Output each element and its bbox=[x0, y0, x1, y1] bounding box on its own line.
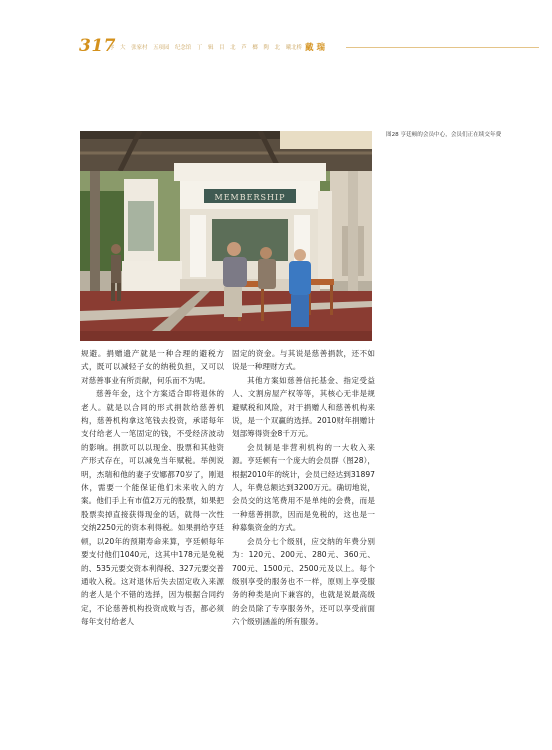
photo-caption: 图28 亨廷顿的会员中心，会员们正在续交年费 bbox=[386, 132, 502, 138]
paragraph: 固定的资金。与其说是慈善捐款，还不如说是一种理财方式。 bbox=[232, 349, 375, 372]
paragraph: 其他方案如慈善信托基金、指定受益人、文割房屋产权等等，其核心无非是规避赋税和风险，对于捐赠人和慈善机构来说，是一个双赢的选择。2010财年捐赠计划部筹得资金8千万元。 bbox=[232, 375, 375, 439]
header-nav-text: 序 大 张家村 五项园 纪念馆 丁 辑 目 北 芦 榔 陶 北 曦北桥 bbox=[109, 45, 302, 51]
paragraph: 慈善年金，这个方案适合即将退休的老人。就是以合同的形式捐款给慈善机构，慈善机构拿这笔钱去投资，承诺每年支付给老人一笔固定的钱，不受经济波动的影响。捐款可以以现金、股票和其他资产形式存在，可以减免当年赋税。举例说明，杰瑞和他的妻子安娜都70岁了，刚退休，需要一个能保证他们未来收入的方案。他们手上有市值2万元的股票，如果把股票卖掉直接获得现金的话，就得一次性交纳2250元的资本利得税。如果捐给亨廷顿，以20年的预期寿命来算，亨廷顿每年要支付他们1040元，这其中178元是免税的、535元要交资本利得税、327元要交普通收入税。这对退休后失去固定收入来源的老人是个不错的选择，因为根据合同约定，不论慈善机构投资成败与否，都必须每年支付给老人 bbox=[81, 389, 224, 627]
paragraph: 会员分七个级别，应交纳的年费分别为：120元、200元、280元、360元、700元、1500元、2500元及以上。每个级别享受的服务也不一样，原则上享受服务的种类是向下兼容的，也就是说最高级的会员除了专享服务外，还可以享受前面六个级别涵盖的所有服务。 bbox=[232, 536, 375, 627]
header-rule bbox=[346, 47, 539, 48]
page-header bbox=[79, 38, 539, 56]
page-number: 317 bbox=[79, 36, 116, 56]
section-title: 戴 瑞 bbox=[305, 43, 325, 53]
text-column-right bbox=[232, 347, 375, 629]
paragraph: 规避。捐赠遗产就是一种合理的避税方式，既可以减轻子女的纳税负担，又可以对慈善事业有所贡献，何乐而不为呢。 bbox=[81, 349, 224, 385]
paragraph: 会员制是非营利机构的一大收入来源。亨廷顿有一个庞大的会员群（图28），根据2010年的统计，会员已经达到31897人，年费总额达到3200万元。确切地说，会员交的这笔费用不是单纯的会费，而是一种慈善捐款，因而是免税的，这也是一种募集资金的方式。 bbox=[232, 442, 375, 533]
text-column-left bbox=[81, 347, 224, 629]
membership-sign: MEMBERSHIP bbox=[214, 193, 286, 202]
membership-center-photo bbox=[80, 131, 372, 341]
